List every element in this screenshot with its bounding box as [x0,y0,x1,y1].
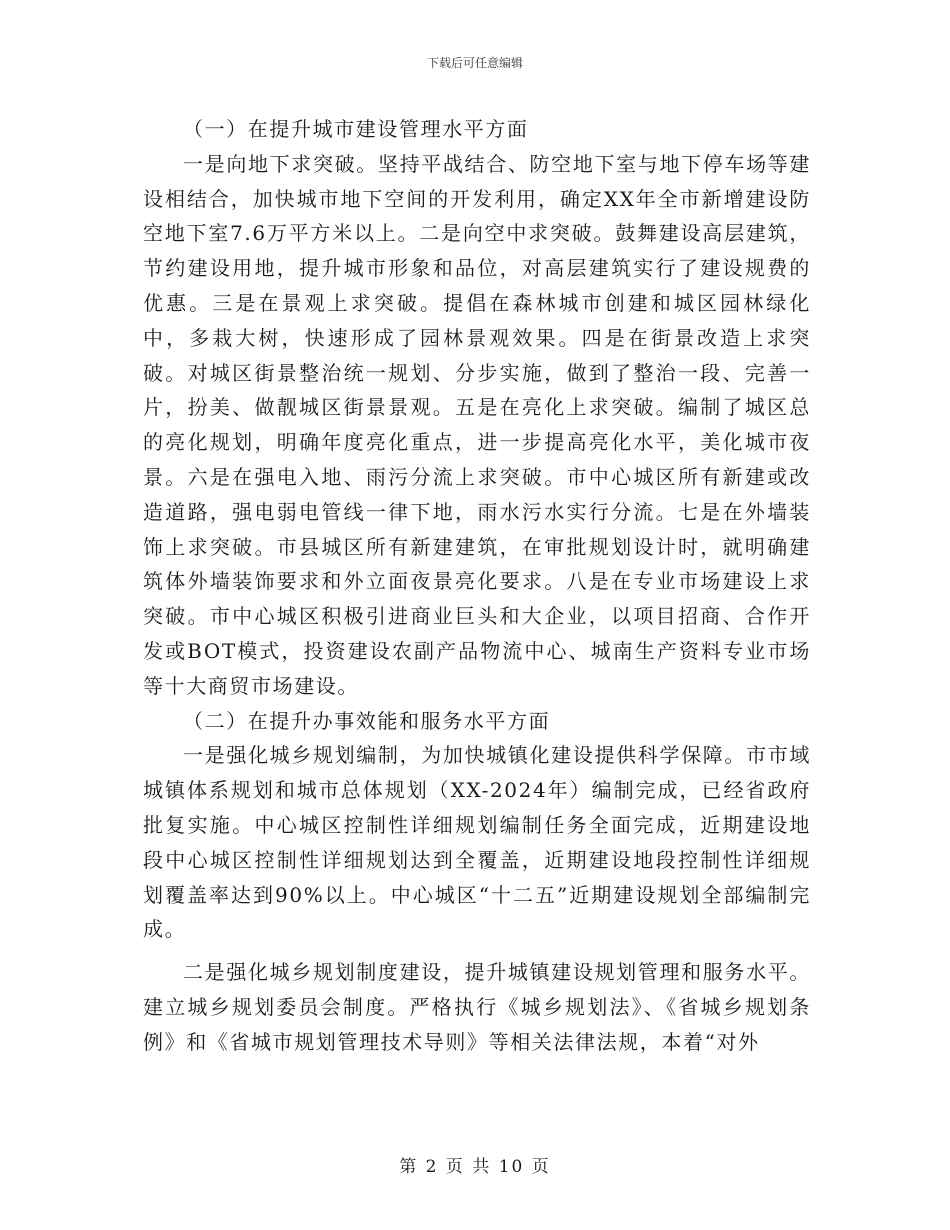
page-header-note: 下载后可任意编辑 [426,56,523,70]
document-body [143,112,811,1060]
section-heading-2: （二）在提升办事效能和服务水平方面 [183,708,551,733]
section-heading-1: （一）在提升城市建设管理水平方面 [183,117,529,141]
page-number-footer: 第 2 页 共 10 页 [399,1157,551,1177]
section-2-paragraph-2: 二是强化城乡规划制度建设，提升城镇建设规划管理和服务水平。建立城乡规划委员会制度。严格执行《城乡规划法》、《省城乡规划条例》和《省城市规划管理技术导则》等相关法律法规，本着“对外 [143,960,811,1054]
section-2-paragraph-1: 一是强化城乡规划编制，为加快城镇化建设提供科学保障。市市域城镇体系规划和城市总体规划（XX-2024年）编制完成，已经省政府批复实施。中心城区控制性详细规划编制任务全面完成，近期建设地段中心城区控制性详细规划达到全覆盖，近期建设地段控制性详细规划覆盖率达到90%以上。中心城区“十二五”近期建设规划全部编制完成。 [143,743,811,942]
section-1-paragraph-1: 一是向地下求突破。坚持平战结合、防空地下室与地下停车场等建设相结合，加快城市地下空间的开发利用，确定XX年全市新增建设防空地下室7.6万平方米以上。二是向空中求突破。鼓舞建设高层建筑，节约建设用地，提升城市形象和品位，对高层建筑实行了建设规费的优惠。三是在景观上求突破。提倡在森林城市创建和城区园林绿化中，多栽大树，快速形成了园林景观效果。四是在街景改造上求突破。对城区街景整治统一规划、分步实施，做到了整治一段、完善一片，扮美、做靓城区街景景观。五是在亮化上求突破。编制了城区总的亮化规划，明确年度亮化重点，进一步提高亮化水平，美化城市夜景。六是在强电入地、雨污分流上求突破。市中心城区所有新建或改造道路，强电弱电管线一律下地，雨水污水实行分流。七是在外墙装饰上求突破。市县城区所有新建建筑，在审批规划设计时，就明确建筑体外墙装饰要求和外立面夜景亮化要求。八是在专业市场建设上求突破。市中心城区积极引进商业巨头和大企业，以项目招商、合作开发或BOT模式，投资建设农副产品物流中心、城南生产资料专业市场等十大商贸市场建设。 [143,151,811,698]
